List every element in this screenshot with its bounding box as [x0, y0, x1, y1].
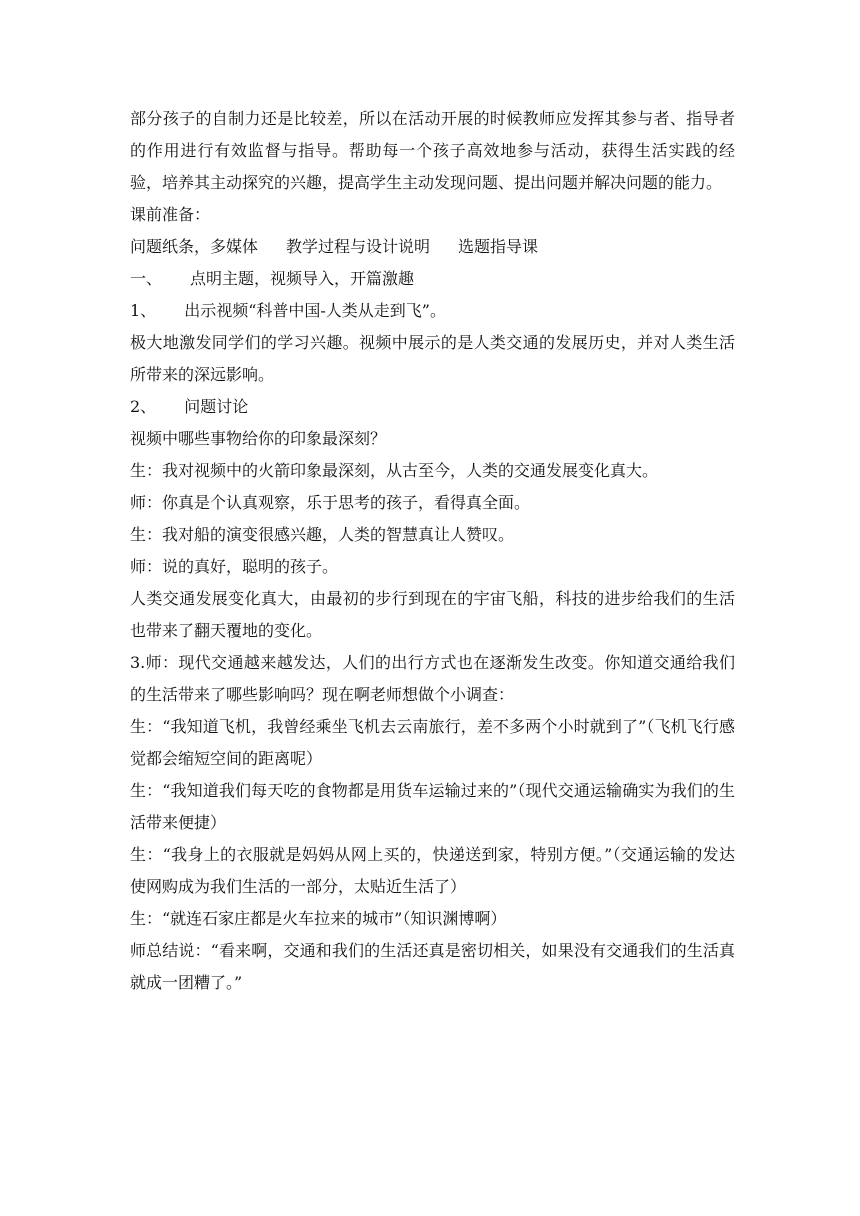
materials-item: 教学过程与设计说明 — [286, 237, 431, 256]
paragraph: 极大地激发同学们的学习兴趣。视频中展示的是人类交通的发展历史，并对人类生活所带来的深远影响。 — [130, 333, 735, 384]
paragraph-intro: 部分孩子的自制力还是比较差，所以在活动开展的时候教师应发挥其参与者、指导者的作用进行有效监督与指导。帮助每一个孩子高效地参与活动，获得生活实践的经验，培养其主动探究的兴趣，提高学生主动发现问题、提出问题并解决问题的能力。 — [130, 109, 735, 192]
paragraph: 人类交通发展变化真大，由最初的步行到现在的宇宙飞船，科技的进步给我们的生活也带来了翻天覆地的变化。 — [130, 589, 735, 640]
dialogue-line: 生：“就连石家庄都是火车拉来的城市”（知识渊博啊） — [130, 909, 507, 928]
document-page — [130, 103, 735, 999]
dialogue-line: 生：我对视频中的火箭印象最深刻，从古至今，人类的交通发展变化真大。 — [130, 461, 659, 480]
heading-preparation: 课前准备： — [130, 205, 211, 224]
list-number: 1、 — [130, 301, 157, 320]
section-number: 一、 — [130, 269, 163, 288]
section-heading — [130, 263, 735, 295]
dialogue-line: 师：说的真好，聪明的孩子。 — [130, 557, 339, 576]
paragraph: 3.师：现代交通越来越发达，人们的出行方式也在逐渐发生改变。你知道交通给我们的生活带来了哪些影响吗？现在啊老师想做个小调查： — [130, 653, 735, 704]
list-number: 2、 — [130, 397, 157, 416]
dialogue-line: 生：我对船的演变很感兴趣，人类的智慧真让人赞叹。 — [130, 525, 515, 544]
dialogue-line: 生：“我知道我们每天吃的食物都是用货车运输过来的”（现代交通运输确实为我们的生活带来便捷） — [130, 781, 735, 832]
materials-line — [130, 231, 735, 263]
section-title: 点明主题，视频导入，开篇激趣 — [190, 269, 415, 288]
list-text: 出示视频“科普中国-人类从走到飞”。 — [184, 301, 446, 320]
materials-item: 选题指导课 — [458, 237, 539, 256]
list-item — [130, 295, 735, 327]
dialogue-line: 师：你真是个认真观察，乐于思考的孩子，看得真全面。 — [130, 493, 531, 512]
materials-item: 问题纸条，多媒体 — [130, 237, 259, 256]
paragraph: 视频中哪些事物给你的印象最深刻？ — [130, 429, 387, 448]
dialogue-line: 生：“我身上的衣服就是妈妈从网上买的，快递送到家，特别方便。”（交通运输的发达使网购成为我们生活的一部分，太贴近生活了） — [130, 845, 735, 896]
list-item — [130, 391, 735, 423]
list-text: 问题讨论 — [184, 397, 249, 416]
dialogue-line: 生：“我知道飞机，我曾经乘坐飞机去云南旅行，差不多两个小时就到了”（飞机飞行感觉都会缩短空间的距离呢） — [130, 717, 735, 768]
dialogue-line: 师总结说：“看来啊，交通和我们的生活还真是密切相关，如果没有交通我们的生活真就成一团糟了。” — [130, 941, 735, 992]
